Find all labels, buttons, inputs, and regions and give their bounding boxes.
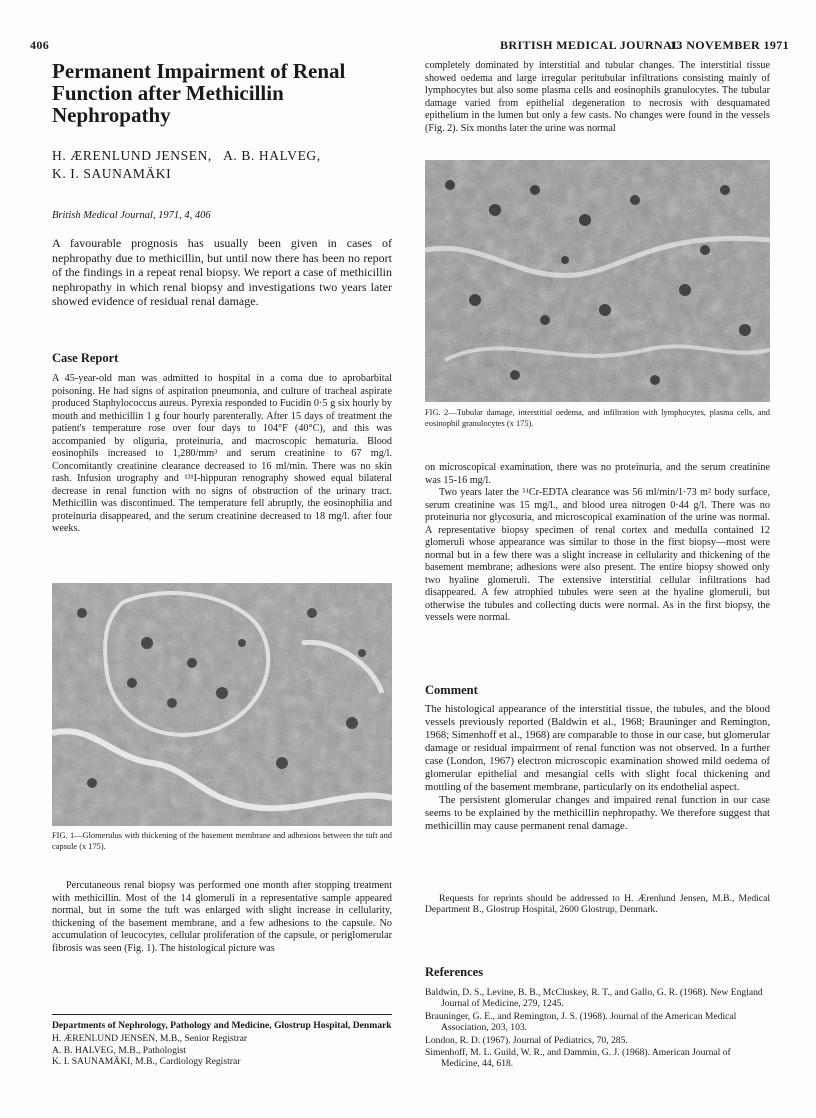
figure-1-caption: FIG. 1—Glomerulus with thickening of the basement membrane and adhesions between the tuft and capsule (x 175). bbox=[52, 831, 392, 851]
author-affiliation: H. ÆRENLUND JENSEN, M.B., Senior Registrar bbox=[52, 1033, 248, 1045]
divider bbox=[52, 1014, 392, 1015]
comment-body bbox=[425, 703, 770, 833]
title-line: Nephropathy bbox=[52, 103, 171, 127]
affiliations bbox=[52, 1020, 392, 1068]
paragraph: completely dominated by interstitial and tubular changes. The interstitial tissue showed oedema and large irregular peritubular infiltrations consisting mainly of lymphocytes but also some plasma cells and eosinophils granulocytes. The tubular damage varied from epithelial degeneration to necrosis with desquamated epithelium in the lumen but only a few casts. No changes were found in the vessels (Fig. 2). Six months later the urine was normal bbox=[425, 60, 770, 134]
section-heading-references: References bbox=[425, 965, 484, 979]
citation: British Medical Journal, 1971, 4, 406 bbox=[52, 210, 211, 221]
case-report-body-4 bbox=[425, 462, 770, 625]
paragraph: A 45-year-old man was admitted to hospital in a coma due to aprobarbital poisoning. He had signs of aspiration pneumonia, and culture of tracheal aspirate produced Staphylococcus aureus. Pyrexia responded to Fucidin 0·5 g six hourly by mouth and methicillin 1 g four hourly parenterally. After 15 days of treatment the patient's temperature rose over four days to 104°F (40°C), and this was accompanied by oliguria, proteinuria, and macroscopic hematuria. Blood eosinophils increased to 1,280/mm³ and serum creatinine to 67 mg/l. Concomitantly creatinine clearance decreased to 16 ml/min. There was no skin rash. Infusion urography and ¹³¹I-hippuran renography showed equal bilateral decrease in renal function with no signs of obstruction of the urinary tract. Methicillin was discontinued. The temperature fell abruptly, the eosinophilia and proteinuria disappeared, and the serum creatinine decreased to 18 mg/l. after four weeks. bbox=[52, 373, 392, 534]
reference-item: Baldwin, D. S., Levine, B. B., McCluskey, R. T., and Gallo, G. R. (1968). New England Journal of Medicine, 279, 1245. bbox=[425, 987, 763, 1010]
author-line: H. ÆRENLUND JENSEN, A. B. HALVEG, bbox=[52, 148, 321, 163]
case-report-body-1 bbox=[52, 373, 392, 536]
paragraph: Two years later the ⁵¹Cr-EDTA clearance was 56 ml/min/1·73 m² body surface, serum creatinine was 15 mg/l., and blood urea nitrogen 0·44 g/l. There was no proteinuria nor glycosuria, and microscopical examination of the urine was normal. A representative biopsy specimen of renal cortex and medulla contained 12 glomeruli whose appearance was similar to those in the first biopsy—most were normal but in a few there was a slight increase in cellularity and thickening of the basement membrane; adhesions were also present. The entire biopsy showed only two hyaline glomeruli. The extensive interstitial cellular infiltrations had disappeared. A few atrophied tubules were seen at the hyaline glomeruli, but otherwise the tubules and collecting ducts were normal. As in the first biopsy, the vessels were normal. bbox=[425, 487, 770, 623]
reference-item: London, R. D. (1967). Journal of Pediatrics, 70, 285. bbox=[425, 1034, 628, 1046]
reference-item: Simenhoff, M. L. Guild, W. R., and Dammin, G. J. (1968). American Journal of Medicine, 44, 618. bbox=[425, 1047, 731, 1070]
figure-2-micrograph bbox=[425, 160, 770, 402]
page-number: 406 bbox=[30, 38, 50, 52]
title-line: Permanent Impairment of Renal bbox=[52, 59, 346, 83]
title-line: Function after Methicillin bbox=[52, 81, 284, 105]
paragraph: The histological appearance of the interstitial tissue, the tubules, and the blood vessels previously reported (Baldwin et al., 1968; Brauninger and Remington, 1968; Simenhoff et al., 1968) are comparable to those in our case, but glomerular damage or residual impairment of renal function was not observed. In a further case (London, 1967) electron microscopic examination showed mild oedema of glomerular epithelial and mesangial cells with slight focal thickening and mottling of the basement membrane, particularly on its endothelial aspect. bbox=[425, 704, 770, 793]
issue-date: 13 NOVEMBER 1971 bbox=[670, 38, 790, 52]
reference-item: Brauninger, G. E., and Remington, J. S. (1968). Journal of the American Medical Association, 203, 103. bbox=[425, 1010, 737, 1034]
author-affiliation: K. I. SAUNAMÄKI, M.B., Cardiology Registrar bbox=[52, 1056, 241, 1068]
section-heading-comment: Comment bbox=[425, 683, 478, 697]
author-list bbox=[52, 147, 397, 183]
figure-2-caption: FIG. 2—Tubular damage, interstitial oedema, and infiltration with lymphocytes, plasma cells, and eosinophil granulocytes (x 175). bbox=[425, 408, 770, 428]
department-line: Departments of Nephrology, Pathology and Medicine, Glostrup Hospital, Denmark bbox=[52, 1020, 392, 1031]
figure-1-micrograph bbox=[52, 583, 392, 826]
case-report-body-3 bbox=[425, 60, 770, 135]
paragraph: The persistent glomerular changes and impaired renal function in our case seems to be explained by the methicillin nephropathy. We therefore suggest that methicillin may cause permanent renal damage. bbox=[425, 795, 770, 832]
micrograph-image bbox=[425, 160, 770, 402]
paragraph: Percutaneous renal biopsy was performed one month after stopping treatment with methicillin. Most of the 14 glomeruli in a representative sample appeared normal, but in some the tuft was enlarged with slight increase in cellularity, thickening of the basement membrane, and a few adhesions to the capsule. No accumulation of leucocytes, cellular proliferation of the capsule, or periglomerular fibrosis was seen (Fig. 1). The histological picture was bbox=[52, 880, 392, 954]
article-title bbox=[52, 60, 392, 126]
author-line: K. I. SAUNAMÄKI bbox=[52, 166, 172, 181]
section-heading-case-report: Case Report bbox=[52, 351, 119, 365]
author-affiliation: A. B. HALVEG, M.B., Pathologist bbox=[52, 1044, 186, 1056]
micrograph-image bbox=[52, 583, 392, 826]
reprint-request: Requests for reprints should be addressed to H. Ærenlund Jensen, M.B., Medical Department B., Glostrup Hospital, 2600 Glostrup, Denmark. bbox=[425, 893, 770, 916]
paragraph: on microscopical examination, there was no proteinuria, and the serum creatinine was 15-16 mg/l. bbox=[425, 462, 770, 486]
case-report-body-2 bbox=[52, 880, 392, 955]
journal-name: BRITISH MEDICAL JOURNAL bbox=[500, 38, 681, 52]
reference-list bbox=[425, 987, 770, 1071]
abstract: A favourable prognosis has usually been given in cases of nephropathy due to methicillin, but until now there has been no report of the findings in a repeat renal biopsy. We report a case of methicillin nephropathy in which renal biopsy and investigations two years later showed evidence of residual renal damage. bbox=[52, 236, 392, 309]
